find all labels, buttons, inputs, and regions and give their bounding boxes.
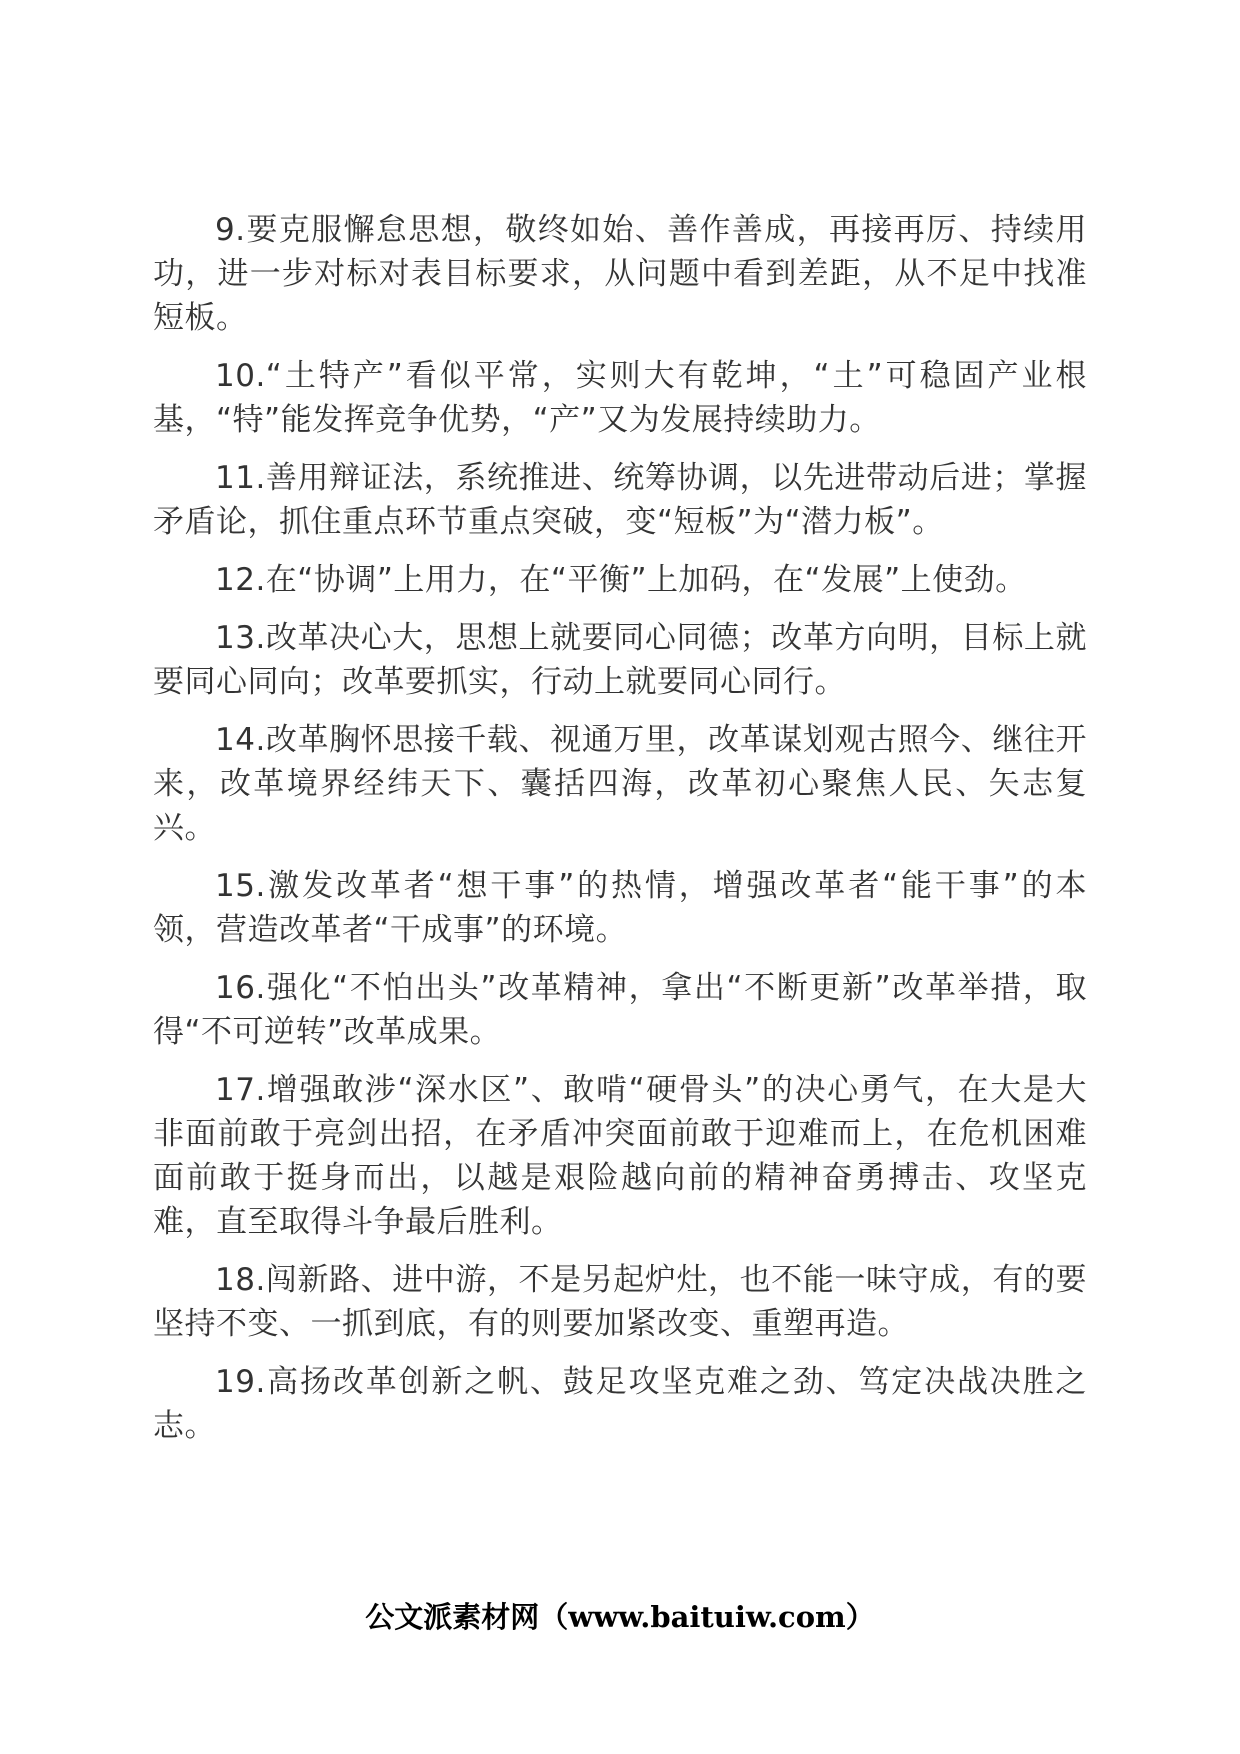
- paragraph-10: 10.“土特产”看似平常，实则大有乾坤，“土”可稳固产业根基，“特”能发挥竞争优势，“产”又为发展持续助力。: [153, 358, 1087, 438]
- paragraph-15: 15.激发改革者“想干事”的热情，增强改革者“能干事”的本领，营造改革者“干成事”的环境。: [153, 868, 1087, 948]
- paragraph-18: 18.闯新路、进中游，不是另起炉灶，也不能一味守成，有的要坚持不变、一抓到底，有的则要加紧改变、重塑再造。: [153, 1262, 1087, 1342]
- paragraph-13: 13.改革决心大，思想上就要同心同德；改革方向明，目标上就要同心同向；改革要抓实，行动上就要同心同行。: [153, 620, 1087, 700]
- paragraph-19: 19.高扬改革创新之帆、鼓足攻坚克难之劲、笃定决战决胜之志。: [153, 1364, 1087, 1444]
- paragraph-9: 9.要克服懈怠思想，敬终如始、善作善成，再接再厉、持续用功，进一步对标对表目标要求，从问题中看到差距，从不足中找准短板。: [153, 212, 1087, 336]
- paragraph-16: 16.强化“不怕出头”改革精神，拿出“不断更新”改革举措，取得“不可逆转”改革成果。: [153, 970, 1087, 1050]
- footer-source-line: 公文派素材网（www.baituiw.com）: [365, 1600, 875, 1634]
- document-body: [153, 208, 1087, 1462]
- paragraph-14: 14.改革胸怀思接千载、视通万里，改革谋划观古照今、继往开来，改革境界经纬天下、囊括四海，改革初心聚焦人民、矢志复兴。: [153, 722, 1087, 846]
- paragraph-17: 17.增强敢涉“深水区”、敢啃“硬骨头”的决心勇气，在大是大非面前敢于亮剑出招，在矛盾冲突面前敢于迎难而上，在危机困难面前敢于挺身而出，以越是艰险越向前的精神奋勇搏击、攻坚克难，直至取得斗争最后胜利。: [153, 1072, 1087, 1240]
- paragraph-11: 11.善用辩证法，系统推进、统筹协调，以先进带动后进；掌握矛盾论，抓住重点环节重点突破，变“短板”为“潜力板”。: [153, 460, 1087, 540]
- paragraph-12: 12.在“协调”上用力，在“平衡”上加码，在“发展”上使劲。: [215, 562, 1027, 598]
